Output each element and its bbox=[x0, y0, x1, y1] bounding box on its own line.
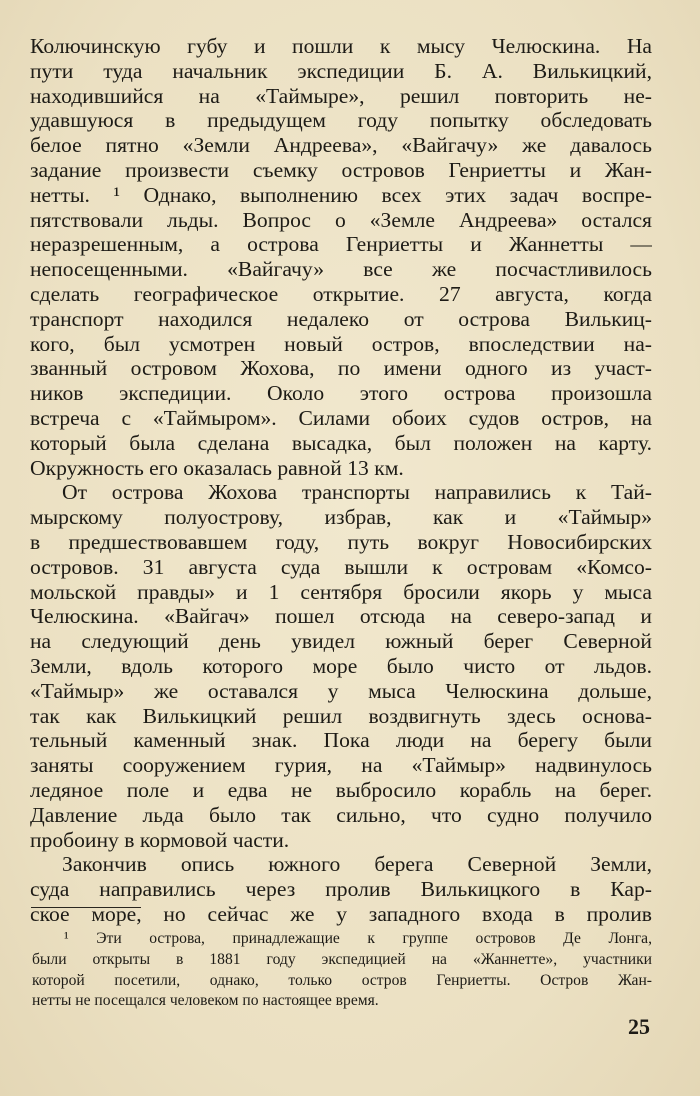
footnote-divider bbox=[31, 907, 141, 908]
text-line: транспорт находился недалеко от острова Вилькиц- bbox=[30, 306, 652, 331]
text-line: островов. 31 августа суда вышли к островам «Комсо- bbox=[30, 554, 652, 579]
text-line: Окружность его оказалась равной 13 км. bbox=[30, 455, 404, 480]
footnote-line: ¹ Эти острова, принадлежащие к группе островов Де Лонга, bbox=[64, 930, 652, 947]
footnote-line: нетты не посещался человеком по настоящее время. bbox=[32, 992, 379, 1010]
text-line: в предшествовавшем году, путь вокруг Новосибирских bbox=[30, 529, 652, 554]
text-line: нетты. ¹ Однако, выполнению всех этих задач воспре- bbox=[30, 182, 652, 207]
text-line: Давление льда было так сильно, что судно получило bbox=[30, 802, 652, 827]
text-line: мольской правды» и 1 сентября бросили якорь у мыса bbox=[30, 579, 652, 604]
text-line: находившийся на «Таймыре», решил повторить не- bbox=[30, 83, 652, 108]
text-line: Колючинскую губу и пошли к мысу Челюскина. На bbox=[30, 34, 652, 58]
text-line: неразрешенным, а острова Генриетты и Жаннетты — bbox=[30, 232, 652, 257]
text-line: так как Вилькицкий решил воздвигнуть здесь основа- bbox=[30, 703, 652, 728]
text-line: пути туда начальник экспедиции Б. А. Вилькицкий, bbox=[30, 58, 652, 83]
text-line: званный островом Жохова, по имени одного из участ- bbox=[30, 356, 652, 381]
text-line: ское море, но сейчас же у западного входа в пролив bbox=[30, 901, 652, 926]
text-line: который была сделана высадка, был положен на карту. bbox=[30, 430, 652, 455]
text-line: удавшуюся в предыдущем году попытку обследовать bbox=[30, 108, 652, 133]
text-line: тельный каменный знак. Пока люди на берегу были bbox=[30, 728, 652, 753]
text-line: пятствовали льды. Вопрос о «Земле Андреева» остался bbox=[30, 207, 652, 232]
text-line: «Таймыр» же оставался у мыса Челюскина дольше, bbox=[30, 678, 652, 703]
text-line: ледяное поле и едва не выбросило корабль на берег. bbox=[30, 777, 652, 802]
page-number: 25 bbox=[628, 1014, 650, 1039]
text-line: сделать географическое открытие. 27 августа, когда bbox=[30, 281, 652, 306]
text-line: задание произвести съемку островов Генриетты и Жан- bbox=[30, 157, 652, 182]
footnote bbox=[32, 929, 652, 1012]
main-text bbox=[30, 34, 652, 927]
text-line: Земли, вдоль которого море было чисто от льдов. bbox=[30, 653, 652, 678]
text-line: заняты сооружением гурия, на «Таймыр» надвинулось bbox=[30, 753, 652, 778]
footnote-line: были открыты в 1881 году экспедицией на «Жаннетте», участники bbox=[32, 950, 652, 968]
text-line: мырскому полуострову, избрав, как и «Таймыр» bbox=[30, 505, 652, 530]
text-line: встреча с «Таймыром». Силами обоих судов остров, на bbox=[30, 405, 652, 430]
text-line: Закончив опись южного берега Северной Земли, bbox=[62, 852, 652, 877]
text-line: Челюскина. «Вайгач» пошел отсюда на северо-запад и bbox=[30, 604, 652, 629]
text-line: От острова Жохова транспорты направились к Тай- bbox=[62, 480, 652, 505]
text-line: непосещенными. «Вайгачу» все же посчастливилось bbox=[30, 257, 652, 282]
text-line: на следующий день увидел южный берег Северной bbox=[30, 629, 652, 654]
footnote-line: которой посетили, однако, только остров Генриетты. Остров Жан- bbox=[32, 971, 652, 989]
text-line: пробоину в кормовой части. bbox=[30, 827, 290, 852]
text-line: ников экспедиции. Около этого острова произошла bbox=[30, 381, 652, 406]
text-line: кого, был усмотрен новый остров, впоследствии на- bbox=[30, 331, 652, 356]
text-line: суда направились через пролив Вилькицкого в Кар- bbox=[30, 877, 652, 902]
text-line: белое пятно «Земли Андреева», «Вайгачу» же давалось bbox=[30, 133, 652, 158]
